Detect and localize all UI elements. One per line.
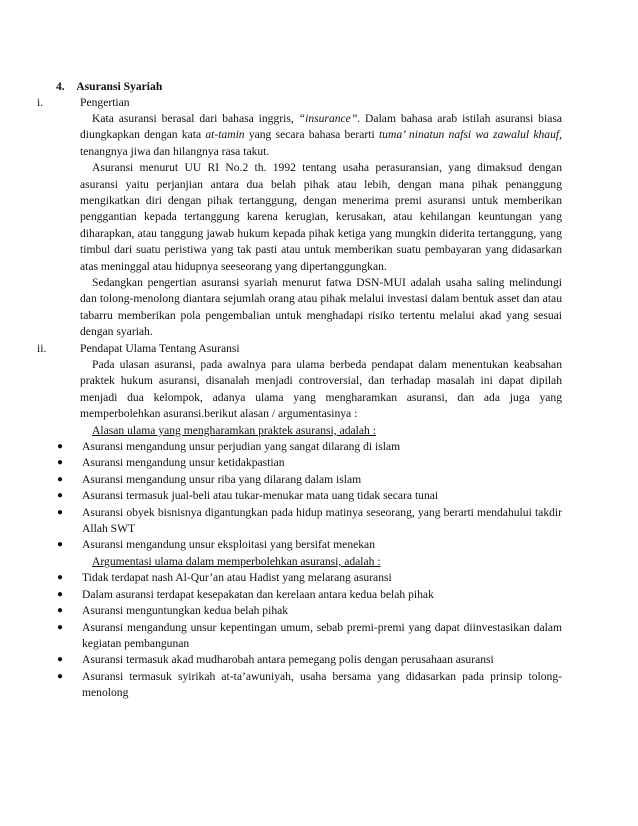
haram-argument-item-text: Asuransi mengandung unsur ketidakpastian: [82, 456, 285, 470]
halal-argument-item-text: Dalam asuransi terdapat kesepakatan dan kerelaan antara kedua belah pihak: [82, 587, 434, 601]
bullet-icon: ●: [56, 670, 64, 682]
halal-list-title: Argumentasi ulama dalam memperbolehkan asuransi, adalah :: [92, 554, 381, 568]
text-run: yang secara bahasa berarti: [244, 128, 379, 142]
bullet-icon: ●: [56, 441, 64, 453]
haram-argument-item-text: Asuransi mengandung unsur eksploitasi yang bersifat menekan: [82, 538, 375, 552]
subsection-pendapat-heading: [37, 341, 240, 357]
text-run-italic: tuma’ ninatun nafsi wa zawalul khauf,: [378, 128, 563, 142]
subsection-pengertian-heading: [37, 95, 130, 111]
section-heading: [56, 79, 162, 95]
halal-argument-item-text: Asuransi termasuk syirikah at-ta’awuniyah, usaha bersama yang didasarkan pada prinsip tolong-menolong: [82, 669, 562, 700]
bullet-icon: ●: [56, 539, 64, 551]
pengertian-paragraph-2: Asuransi menurut UU RI No.2 th. 1992 tentang usaha perasuransian, yang dimaksud dengan asuransi yaitu perjanjian antara dua belah pihak atau lebih, dengan mana pihak penanggung mengikatkan diri dengan pihak tertanggung, dengan menerima premi asuransi untuk memberikan penggantian kepada tertanggung karena kerugian, kerusakan, atau kehilangan keuntungan yang diharapkan, atau tanggung jawab hukum kepada pihak ketiga yang mungkin diderita tertanggung, yang timbul dari suatu peristiwa yang tak pasti atau untuk memberikan suatu pembayaran yang didasarkan atas meninggal atau hidupnya seeseorang yang dipertanggungkan.: [80, 161, 562, 273]
bullet-icon: ●: [56, 654, 64, 666]
haram-argument-item-text: Asuransi termasuk jual-beli atau tukar-menukar mata uang tidak secara tunai: [82, 489, 439, 503]
subsection-title: Pengertian: [80, 96, 130, 109]
haram-argument-item: [56, 439, 562, 455]
haram-argument-item-text: Asuransi obyek bisnisnya digantungkan pada hidup matinya seseorang, yang berarti mendahului takdir Allah SWT: [82, 505, 562, 536]
haram-argument-list: [56, 439, 562, 554]
bullet-icon: ●: [56, 572, 64, 584]
halal-argument-item-text: Asuransi mengandung unsur kepentingan umum, sebab premi-premi yang dapat diinvestasikan dalam kegiatan pembangunan: [82, 620, 562, 650]
halal-argument-list: [56, 570, 562, 701]
haram-argument-item: [56, 488, 562, 504]
haram-argument-item: [56, 472, 562, 488]
haram-argument-item-text: Asuransi mengandung unsur perjudian yang sangat dilarang di islam: [82, 440, 401, 454]
subsection-number: i.: [37, 96, 44, 109]
halal-argument-item-text: Tidak terdapat nash Al-Qur’an atau Hadist yang melarang asuransi: [82, 571, 392, 585]
haram-list-title: Alasan ulama yang mengharamkan praktek asuransi, adalah :: [92, 423, 376, 437]
pengertian-paragraph-1: [80, 111, 562, 160]
bullet-icon: ●: [56, 506, 64, 518]
halal-argument-item: [56, 587, 562, 603]
pendapat-body: [56, 357, 562, 702]
bullet-icon: ●: [56, 621, 64, 633]
subsection-number: ii.: [37, 342, 47, 355]
text-run-italic: “insurance”: [298, 112, 358, 125]
haram-argument-item: [56, 505, 562, 538]
halal-argument-item: [56, 620, 562, 653]
pendapat-paragraph: Pada ulasan asuransi, pada awalnya para ulama berbeda pendapat dalam menentukan keabsahan praktek hukum asuransi, disanalah menjadi controversial, dan terhadap masalah ini dapat dipilah menjadi dua kelompok, adanya ulama yang mengharamkan asuransi, dan ada juga yang memperbolehkan asuransi.berikut alasan / argumentasinya :: [80, 358, 562, 421]
text-run: . Dalam bahasa arab istilah asuransi biasa diungkapkan dengan kata: [80, 112, 562, 142]
bullet-icon: ●: [56, 490, 64, 502]
heading-title: Asuransi Syariah: [76, 80, 163, 93]
pengertian-body: [80, 111, 562, 341]
subsection-title: Pendapat Ulama Tentang Asuransi: [80, 342, 240, 355]
halal-argument-item-text: Asuransi termasuk akad mudharobah antara pemegang polis dengan perusahaan asuransi: [82, 653, 494, 667]
bullet-icon: ●: [56, 473, 64, 485]
bullet-icon: ●: [56, 588, 64, 600]
halal-argument-item: [56, 652, 562, 668]
bullet-icon: ●: [56, 605, 64, 617]
heading-number: 4.: [56, 80, 65, 93]
haram-argument-item: [56, 455, 562, 471]
halal-argument-item: [56, 669, 562, 702]
haram-argument-item: [56, 537, 562, 553]
text-run: Kata asuransi berasal dari bahasa inggris,: [92, 112, 299, 125]
halal-argument-item: [56, 570, 562, 586]
haram-argument-item-text: Asuransi mengandung unsur riba yang dilarang dalam islam: [82, 472, 362, 486]
pengertian-paragraph-3: Sedangkan pengertian asuransi syariah menurut fatwa DSN-MUI adalah usaha saling melindungi dan tolong-menolong diantara sejumlah orang atau pihak melalui investasi dalam bentuk asset dan atau tabarru memberikan pola pengembalian untuk menghadapi risiko tertentu melalui akad yang sesuai dengan syariah.: [80, 276, 562, 339]
halal-argument-item-text: Asuransi menguntungkan kedua belah pihak: [82, 604, 289, 618]
text-run: tenangnya jiwa dan hilangnya rasa takut.: [80, 144, 270, 158]
text-run-italic: at-tamin: [205, 128, 245, 142]
bullet-icon: ●: [56, 457, 64, 469]
halal-argument-item: [56, 603, 562, 619]
